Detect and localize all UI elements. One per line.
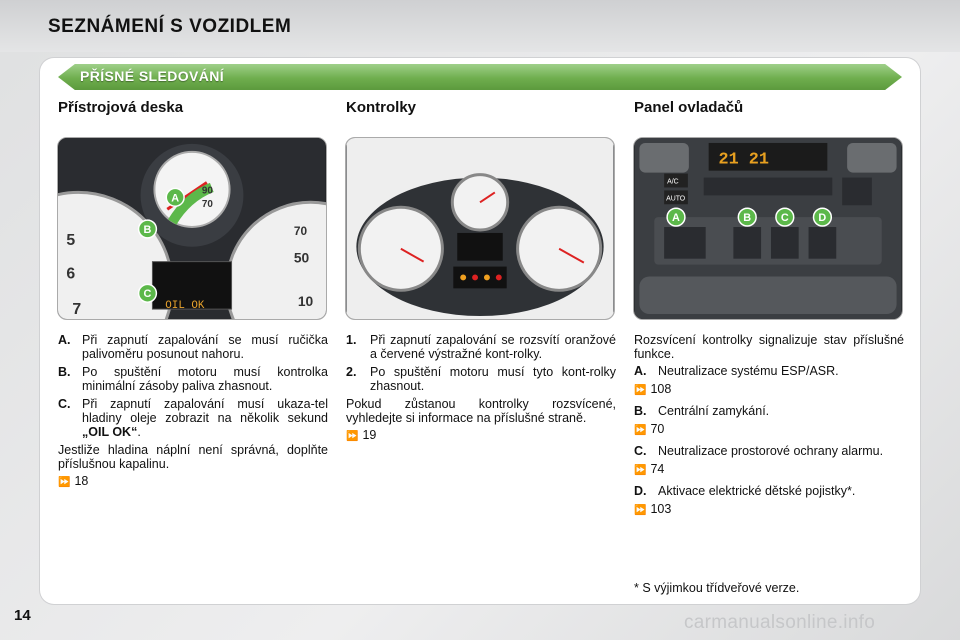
gauge-number: 70 xyxy=(201,199,213,211)
page-number: 14 xyxy=(14,607,31,624)
gauge-number: 10 xyxy=(297,293,314,310)
page-reference[interactable] xyxy=(634,422,904,438)
item-key: D. xyxy=(634,484,647,498)
list-item xyxy=(346,333,616,361)
fast-forward-arrow-icon: ⏩ xyxy=(346,431,359,442)
item-text: Neutralizace systému ESP/ASR. xyxy=(658,364,839,378)
heading-control-panel: Panel ovladačů xyxy=(634,99,744,116)
climate-display: 21 21 xyxy=(718,150,769,170)
reference-page: 19 xyxy=(362,428,377,442)
section-banner-title: PŘÍSNÉ SLEDOVÁNÍ xyxy=(80,68,225,84)
page-reference[interactable] xyxy=(58,474,328,490)
item-text: Neutralizace prostorové ochrany alarmu. xyxy=(658,444,884,458)
warning-lights-text xyxy=(346,333,616,450)
item-key: 2. xyxy=(346,365,357,379)
list-item xyxy=(346,365,616,393)
control-panel-illustration xyxy=(634,138,902,319)
footnote: * S výjimkou třídveřové verze. xyxy=(634,581,800,595)
list-item xyxy=(58,397,328,439)
oil-ok-text: „OIL OK“ xyxy=(82,425,138,439)
page-reference[interactable] xyxy=(634,502,904,518)
photo-label-b: B xyxy=(743,212,752,225)
photo-label-c: C xyxy=(780,212,789,225)
photo-label-a: A xyxy=(171,192,180,205)
list-item xyxy=(58,365,328,393)
item-key: B. xyxy=(634,404,647,418)
item-key: B. xyxy=(58,365,71,379)
warning-lights-illustration xyxy=(346,138,614,319)
fast-forward-arrow-icon: ⏩ xyxy=(634,425,647,436)
oil-ok-readout: OIL OK xyxy=(165,300,205,313)
list-item xyxy=(634,404,904,418)
list-item xyxy=(634,364,904,378)
page-reference[interactable] xyxy=(346,428,616,444)
item-key: C. xyxy=(58,397,71,411)
item-text: Aktivace elektrické dětské pojistky*. xyxy=(658,484,856,498)
instrument-panel-text xyxy=(58,333,328,496)
photo-label-c: C xyxy=(143,288,152,301)
fast-forward-arrow-icon: ⏩ xyxy=(58,477,71,488)
item-key: A. xyxy=(58,333,71,347)
watermark: carmanualsonline.info xyxy=(684,612,876,633)
intro-paragraph: Rozsvícení kontrolky signalizuje stav příslušné funkce. xyxy=(634,333,904,361)
gauge-number: 7 xyxy=(72,301,82,319)
photo-label-a: A xyxy=(672,212,680,225)
photo-label-d: D xyxy=(818,212,827,225)
heading-instrument-panel: Přístrojová deska xyxy=(58,99,184,116)
list-item xyxy=(634,484,904,498)
item-key: C. xyxy=(634,444,647,458)
page-title: SEZNÁMENÍ S VOZIDLEM xyxy=(48,16,292,37)
item-key: 1. xyxy=(346,333,357,347)
heading-warning-lights: Kontrolky xyxy=(346,99,417,116)
gauge-number: 5 xyxy=(66,231,76,249)
reference-page: 18 xyxy=(74,474,89,488)
control-panel-photo xyxy=(633,137,903,320)
control-panel-text xyxy=(634,333,904,524)
gauge-number: 50 xyxy=(293,249,310,266)
page-reference[interactable] xyxy=(634,382,904,398)
item-text: Při zapnutí zapalování se rozsvítí oranžové a červené výstražné kont-rolky. xyxy=(370,333,616,361)
reference-page: 70 xyxy=(650,422,665,436)
auto-button-label: AUTO xyxy=(666,195,686,203)
ac-button-label: A/C xyxy=(667,178,679,186)
paragraph: Jestliže hladina náplní není správná, doplňte příslušnou kapalinu. xyxy=(58,443,328,471)
item-text: Po spuštění motoru musí tyto kont-rolky zhasnout. xyxy=(370,365,616,393)
reference-page: 103 xyxy=(650,502,672,516)
list-item xyxy=(634,444,904,458)
item-text: Při zapnutí zapalování se musí ručička palivoměru posunout nahoru. xyxy=(82,333,328,361)
gauge-number: 6 xyxy=(66,265,76,283)
page-reference[interactable] xyxy=(634,462,904,478)
item-text: Po spuštění motoru musí kontrolka minimální zásoby paliva zhasnout. xyxy=(82,365,328,393)
item-key: A. xyxy=(634,364,647,378)
item-text: Při zapnutí zapalování musí ukaza-tel hladiny oleje zobrazit na několik sekund xyxy=(82,397,328,425)
gauge-number: 90 xyxy=(201,185,213,197)
reference-page: 74 xyxy=(650,462,665,476)
photo-label-b: B xyxy=(143,223,152,236)
gauge-number: 70 xyxy=(293,223,308,238)
fast-forward-arrow-icon: ⏩ xyxy=(634,505,647,516)
item-text: Centrální zamykání. xyxy=(658,404,770,418)
fast-forward-arrow-icon: ⏩ xyxy=(634,465,647,476)
reference-page: 108 xyxy=(650,382,672,396)
fast-forward-arrow-icon: ⏩ xyxy=(634,385,647,396)
instrument-panel-illustration xyxy=(58,138,326,319)
paragraph: Pokud zůstanou kontrolky rozsvícené, vyhledejte si informace na příslušné straně. xyxy=(346,397,616,425)
warning-lights-photo xyxy=(345,137,615,320)
list-item xyxy=(58,333,328,361)
item-text-end: . xyxy=(137,425,141,439)
instrument-panel-photo xyxy=(57,137,327,320)
